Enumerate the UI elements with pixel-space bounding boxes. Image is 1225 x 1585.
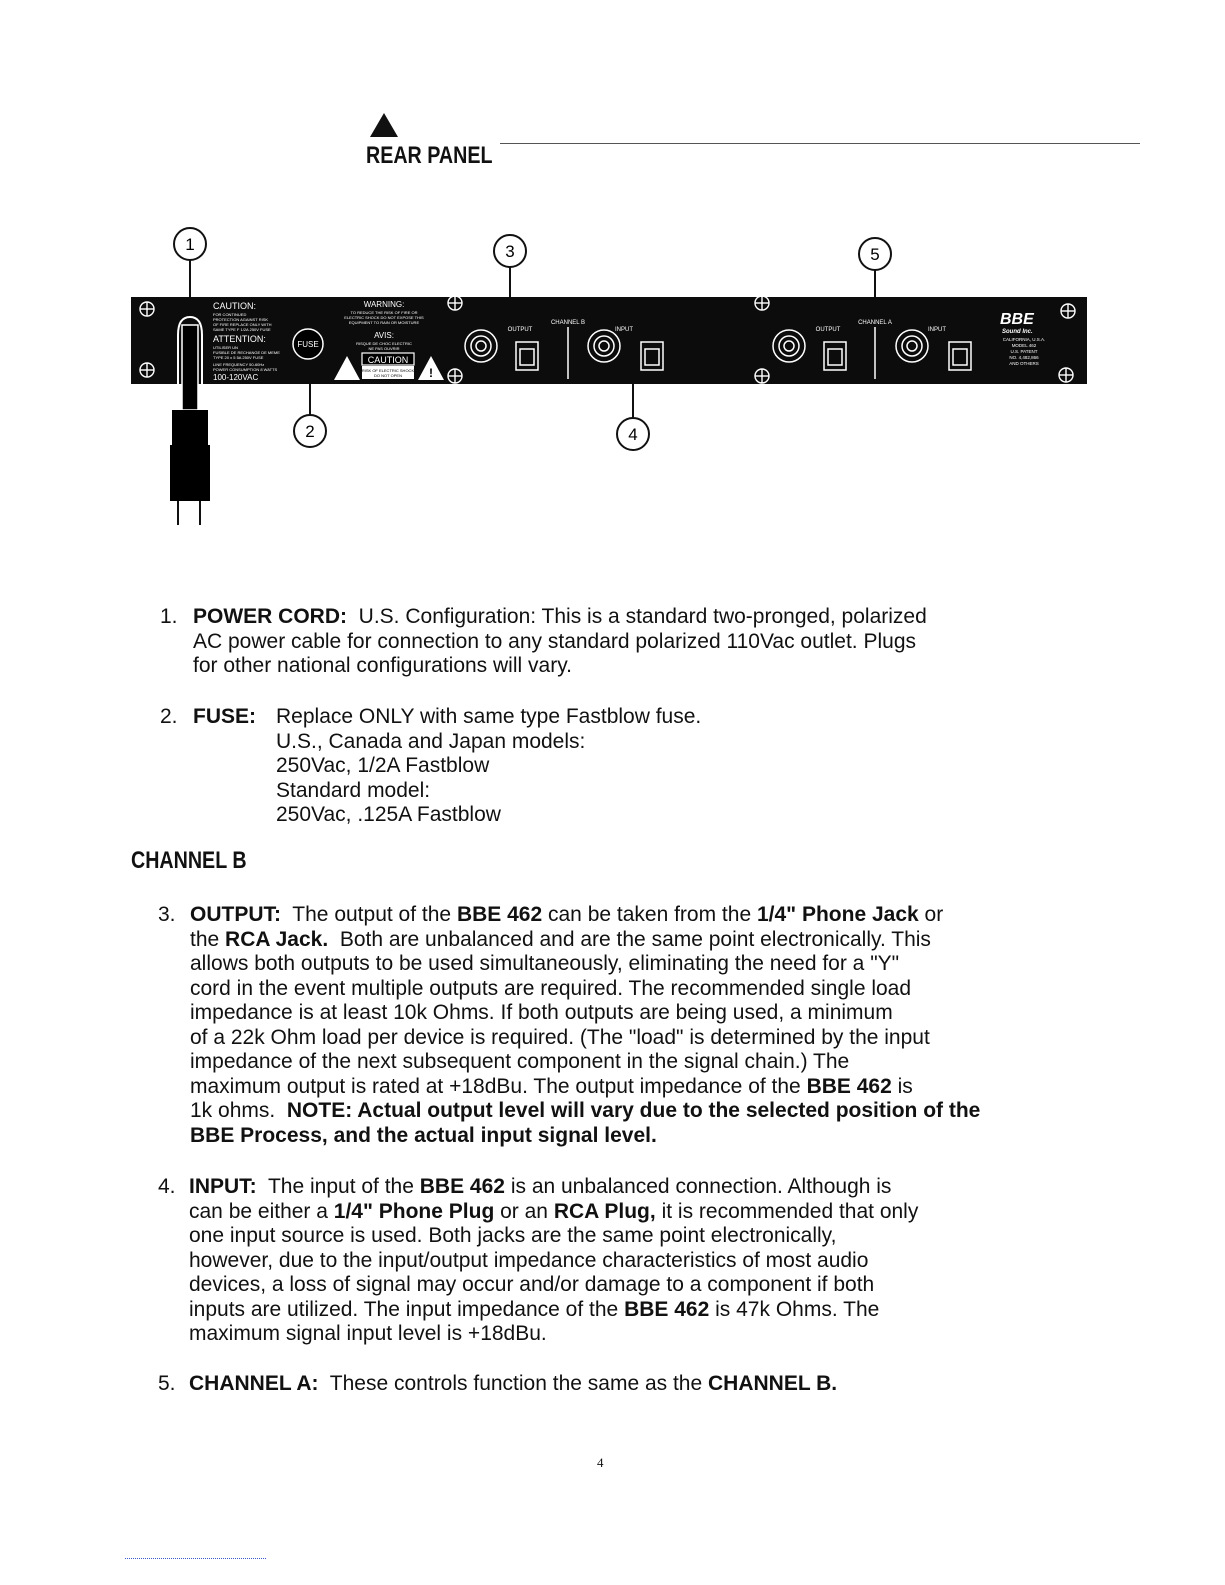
svg-text:OUTPUT: OUTPUT <box>815 327 841 333</box>
svg-text:RISK OF ELECTRIC SHOCK: RISK OF ELECTRIC SHOCK <box>361 368 415 373</box>
svg-text:MODEL 462: MODEL 462 <box>1011 343 1037 348</box>
callout-4 <box>617 384 649 450</box>
channel-b-heading: CHANNEL B <box>131 847 247 874</box>
callout-1 <box>174 228 206 297</box>
svg-text:PROTECTION AGAINST RISK: PROTECTION AGAINST RISK <box>213 317 269 322</box>
page-number: 4 <box>597 1455 604 1470</box>
svg-text:LINE FREQUENCY 50-60Hz: LINE FREQUENCY 50-60Hz <box>213 362 265 367</box>
svg-text:OUTPUT: OUTPUT <box>507 327 533 333</box>
svg-text:UTILISER UN: UTILISER UN <box>213 345 238 350</box>
svg-text:AVIS:: AVIS: <box>374 331 394 340</box>
svg-text:ELECTRIC SHOCK DO NOT EXPOSE T: ELECTRIC SHOCK DO NOT EXPOSE THIS <box>344 315 424 320</box>
svg-text:ATTENTION:: ATTENTION: <box>213 334 266 344</box>
svg-text:NE PAS OUVRIR: NE PAS OUVRIR <box>368 346 400 351</box>
svg-text:SAME TYPE F 1/2A 250V FUSE: SAME TYPE F 1/2A 250V FUSE <box>213 327 271 332</box>
svg-text:TO REDUCE THE RISK OF FIRE OR: TO REDUCE THE RISK OF FIRE OR <box>350 310 418 315</box>
callout-5 <box>859 238 891 297</box>
svg-text:CHANNEL A: CHANNEL A <box>858 320 892 326</box>
callout-3-label: 3 <box>505 242 515 261</box>
svg-text:NO. 4,482,866: NO. 4,482,866 <box>1009 355 1039 360</box>
rear-panel-diagram <box>0 225 1225 530</box>
callout-5-label: 5 <box>870 245 880 264</box>
svg-text:CAUTION:: CAUTION: <box>213 301 257 311</box>
svg-text:CAUTION: CAUTION <box>367 355 409 365</box>
svg-text:100-120VAC: 100-120VAC <box>213 373 259 382</box>
svg-text:U.S. PATENT: U.S. PATENT <box>1010 349 1038 354</box>
svg-text:WARNING:: WARNING: <box>363 300 405 309</box>
section-title: REAR PANEL <box>366 142 493 169</box>
warning-triangle-icon <box>370 113 398 137</box>
svg-text:FUSIBLE DE RECHANGE DE MEME: FUSIBLE DE RECHANGE DE MEME <box>213 350 280 355</box>
header-rule <box>500 143 1140 144</box>
callout-2 <box>294 384 326 447</box>
svg-text:FUSE: FUSE <box>297 340 319 349</box>
svg-text:FOR CONTINUED: FOR CONTINUED <box>213 312 247 317</box>
svg-text:!: ! <box>429 366 433 380</box>
svg-text:DO NOT OPEN: DO NOT OPEN <box>374 373 402 378</box>
svg-text:EQUIPMENT TO RAIN OR MOISTURE: EQUIPMENT TO RAIN OR MOISTURE <box>348 320 420 325</box>
svg-text:Sound Inc.: Sound Inc. <box>1002 329 1033 335</box>
svg-text:INPUT: INPUT <box>928 327 946 333</box>
svg-text:OF FIRE REPLACE ONLY WITH: OF FIRE REPLACE ONLY WITH <box>213 322 272 327</box>
svg-text:TYPE 20 x 5 5A 250V FUSE: TYPE 20 x 5 5A 250V FUSE <box>213 355 264 360</box>
svg-text:AND OTHERS: AND OTHERS <box>1009 361 1039 366</box>
svg-text:2: 2 <box>305 422 315 441</box>
svg-text:4: 4 <box>628 425 638 444</box>
brand-logo: BBE <box>1000 311 1034 328</box>
svg-text:POWER CONSUMPTION 8 WATTS: POWER CONSUMPTION 8 WATTS <box>213 367 278 372</box>
svg-text:RISQUE DE CHOC ELECTRIC: RISQUE DE CHOC ELECTRIC <box>356 341 412 346</box>
callout-1-label: 1 <box>185 235 195 254</box>
svg-text:CALIFORNIA, U.S.A.: CALIFORNIA, U.S.A. <box>1002 337 1046 342</box>
callout-3 <box>494 235 526 297</box>
svg-text:CHANNEL B: CHANNEL B <box>550 320 586 326</box>
svg-text:INPUT: INPUT <box>615 327 633 333</box>
footer-rule <box>125 1558 266 1559</box>
